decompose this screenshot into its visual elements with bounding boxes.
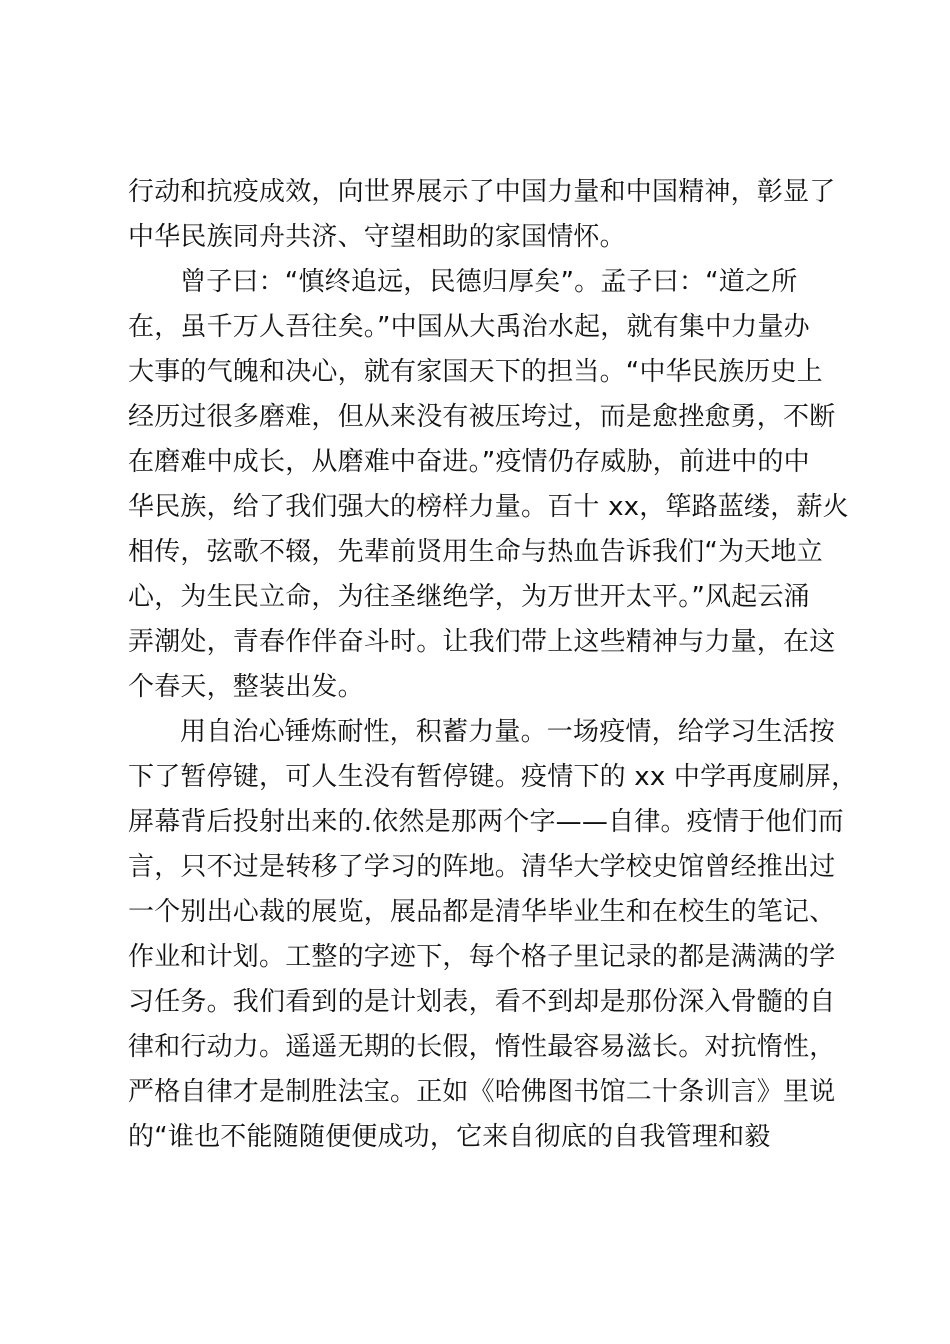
- text-line: 相传，弦歌不辍，先辈前贤用生命与热血告诉我们“为天地立: [128, 537, 823, 567]
- text-line: 在磨难中成长，从磨难中奋进。”疫情仍存威胁，前进中的中: [128, 447, 810, 477]
- paragraph-start-line: 用自治心锤炼耐性，积蓄力量。一场疫情，给学习生活按: [180, 717, 836, 747]
- paragraph-start-line: 曾子曰：“慎终追远，民德归厚矣”。孟子曰：“道之所: [180, 267, 798, 297]
- text-line: 经历过很多磨难，但从来没有被压垮过，而是愈挫愈勇，不断: [128, 402, 836, 432]
- text-line: 华民族，给了我们强大的榜样力量。百十 xx，筚路蓝缕，薪火: [128, 492, 849, 522]
- text-line: 中华民族同舟共济、守望相助的家国情怀。: [128, 222, 626, 252]
- text-line: 屏幕背后投射出来的.依然是那两个字——自律。疫情于他们而: [128, 807, 844, 837]
- text-line: 一个别出心裁的展览，展品都是清华毕业生和在校生的笔记、: [128, 897, 836, 927]
- text-line: 行动和抗疫成效，向世界展示了中国力量和中国精神，彰显了: [128, 177, 836, 207]
- text-line: 律和行动力。遥遥无期的长假，惰性最容易滋长。对抗惰性，: [128, 1032, 836, 1062]
- text-line: 下了暂停键，可人生没有暂停键。疫情下的 xx 中学再度刷屏，: [128, 762, 858, 792]
- text-line: 言，只不过是转移了学习的阵地。清华大学校史馆曾经推出过: [128, 852, 836, 882]
- text-line: 作业和计划。工整的字迹下，每个格子里记录的都是满满的学: [128, 942, 836, 972]
- text-line: 大事的气魄和决心，就有家国天下的担当。“中华民族历史上: [128, 357, 823, 387]
- text-line: 在，虽千万人吾往矣。”中国从大禹治水起，就有集中力量办: [128, 312, 810, 342]
- text-line: 习任务。我们看到的是计划表，看不到却是那份深入骨髓的自: [128, 987, 836, 1017]
- text-line: 心，为生民立命，为往圣继绝学，为万世开太平。”风起云涌: [128, 582, 810, 612]
- text-line: 的“谁也不能随随便便成功，它来自彻底的自我管理和毅: [128, 1122, 771, 1152]
- body-text: [128, 170, 858, 1160]
- text-line: 个春天，整装出发。: [128, 672, 364, 702]
- text-line: 严格自律才是制胜法宝。正如《哈佛图书馆二十条训言》里说: [128, 1077, 836, 1107]
- text-line: 弄潮处，青春作伴奋斗时。让我们带上这些精神与力量，在这: [128, 627, 836, 657]
